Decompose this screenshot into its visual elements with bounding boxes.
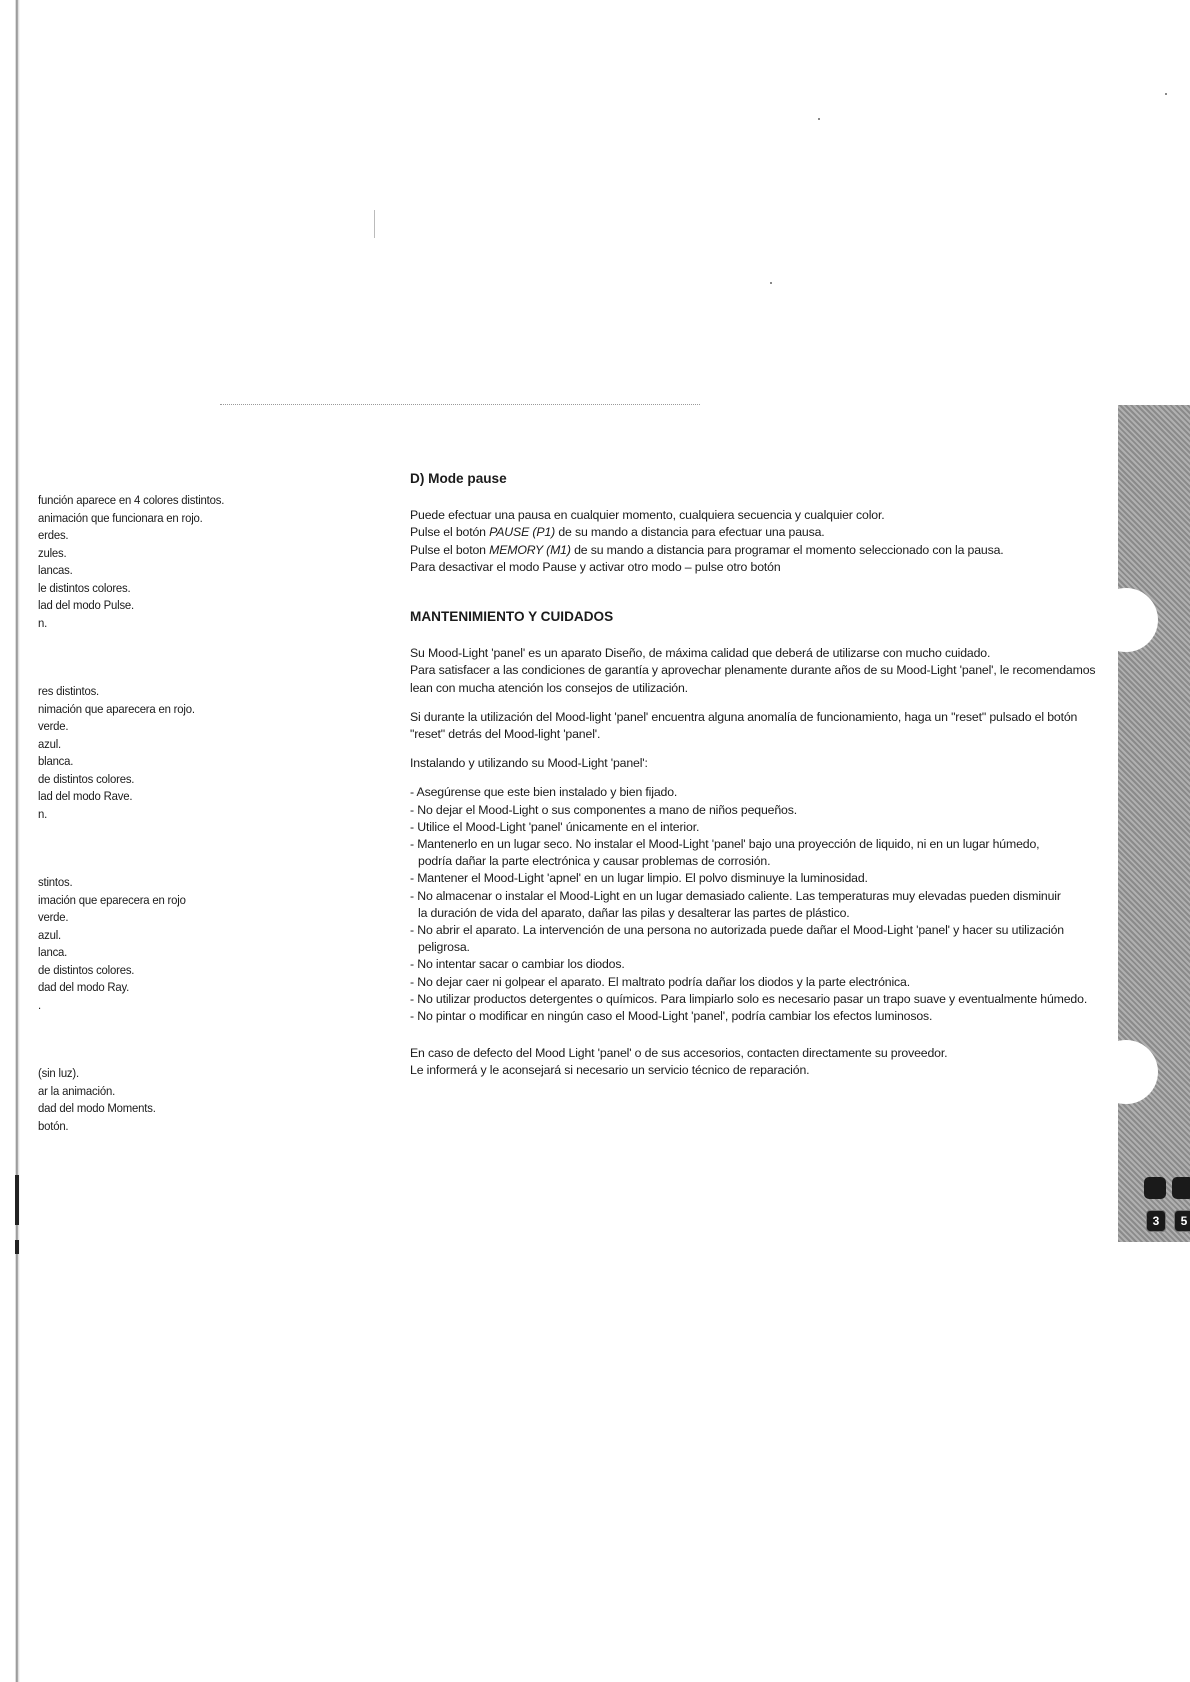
text-line: zules. <box>38 545 67 560</box>
main-column <box>410 470 1120 1080</box>
text-line: erdes. <box>38 528 69 542</box>
text-line: de distintos colores. <box>38 962 135 977</box>
list-item: - Mantener el Mood-Light 'apnel' en un lugar limpio. El polvo disminuye la luminosidad. <box>410 871 868 886</box>
list-item: - No abrir el aparato. La intervención de una persona no autorizada puede dañar el Mood-Light 'panel' y hacer su utilización <box>410 923 1064 938</box>
text-line: dad del modo Moments. <box>38 1101 156 1115</box>
list-item: - No pintar o modificar en ningún caso el Mood-Light 'panel', podría cambiar los efectos luminosos. <box>410 1009 933 1024</box>
left-group-moments <box>38 1065 317 1135</box>
text-line: stintos. <box>38 875 73 889</box>
scan-edge-mark <box>15 1175 19 1225</box>
left-group-pulse <box>38 492 317 632</box>
list-item-continuation: peligrosa. <box>418 940 470 955</box>
text-line: Pulse el boton MEMORY (M1) de su mando a distancia para programar el momento seleccionado con la pausa. <box>410 542 1004 557</box>
scan-speck <box>818 118 820 120</box>
text-line: azul. <box>38 736 62 751</box>
text-line: Pulse el botón PAUSE (P1) de su mando a distancia para efectuar una pausa. <box>410 525 825 540</box>
text-line: lad del modo Rave. <box>38 789 133 803</box>
reset-instructions <box>410 709 1120 743</box>
left-group-rave <box>38 683 317 823</box>
text-line: res distintos. <box>38 684 100 698</box>
text-line: azul. <box>38 927 62 942</box>
tab-marker <box>1172 1177 1190 1199</box>
text-line: animación que funcionara en rojo. <box>38 510 203 525</box>
page-number-left: 3 <box>1146 1210 1166 1232</box>
text-line: Para satisfacer a las condiciones de garantía y aprovechar plenamente durante años de su Mood-Light 'panel', le recomendamos <box>410 663 1096 678</box>
section-heading-mode-pause: D) Mode pause <box>410 471 507 486</box>
text-line: n. <box>38 806 48 821</box>
text-line: (sin luz). <box>38 1066 79 1080</box>
list-item: - Utilice el Mood-Light 'panel' únicamente en el interior. <box>410 819 700 834</box>
list-item-continuation: podría dañar la parte electrónica y causar problemas de corrosión. <box>418 854 771 869</box>
text-line: ar la animación. <box>38 1083 116 1098</box>
left-group-ray <box>38 874 317 1014</box>
maintenance-intro <box>410 645 1120 697</box>
scan-left-edge <box>0 0 22 1682</box>
text-line: función aparece en 4 colores distintos. <box>38 493 225 507</box>
list-item: - No almacenar o instalar el Mood-Light en un lugar demasiado caliente. Las temperaturas muy elevadas pueden disminuir <box>410 888 1061 903</box>
text-line: lad del modo Pulse. <box>38 598 135 612</box>
list-item: - Mantenerlo en un lugar seco. No instalar el Mood-Light 'panel' bajo una proyección de liquido, ni en un lugar húmedo, <box>410 837 1040 852</box>
text-line: verde. <box>38 719 69 733</box>
usage-list <box>410 784 1120 1025</box>
mode-pause-text <box>410 507 1120 576</box>
list-item-continuation: la duración de vida del aparato, dañar las pilas y desalterar las partes de plástico. <box>418 905 850 920</box>
page-number-right: 5 <box>1174 1210 1190 1232</box>
text-line: blanca. <box>38 754 74 768</box>
scan-edge-mark <box>15 1240 19 1254</box>
text-line: verde. <box>38 910 69 924</box>
text-line: Su Mood-Light 'panel' es un aparato Diseño, de máxima calidad que deberá de utilizarse con mucho cuidado. <box>410 646 991 661</box>
text-line: de distintos colores. <box>38 771 135 786</box>
text-line: lanca. <box>38 945 68 959</box>
defect-contact <box>410 1045 1120 1079</box>
text-line: . <box>38 997 41 1012</box>
text-line: En caso de defecto del Mood Light 'panel' o de sus accesorios, contacten directamente su proveedor. <box>410 1046 948 1061</box>
list-item: - No utilizar productos detergentes o químicos. Para limpiarlo solo es necesario pasar un trapo suave y eventualmente húmedo. <box>410 991 1088 1006</box>
text-line: lancas. <box>38 563 73 577</box>
list-item: - No intentar sacar o cambiar los diodos. <box>410 957 625 972</box>
text-line: imación que eparecera en rojo <box>38 892 186 907</box>
text-line: le distintos colores. <box>38 580 131 595</box>
text-line: Si durante la utilización del Mood-light 'panel' encuentra alguna anomalía de funcionamiento, haga un "reset" pulsado el botón <box>410 709 1078 724</box>
section-heading-maintenance: MANTENIMIENTO Y CUIDADOS <box>410 609 614 625</box>
text-line: lean con mucha atención los consejos de utilización. <box>410 680 688 695</box>
text-line: nimación que aparecera en rojo. <box>38 701 195 716</box>
text-line: n. <box>38 615 48 630</box>
scan-speck <box>1165 93 1167 95</box>
scan-speck <box>374 210 375 238</box>
text-line: botón. <box>38 1118 69 1133</box>
button-ref-pause: PAUSE (P1) <box>489 525 556 540</box>
text-line: Para desactivar el modo Pause y activar otro modo – pulse otro botón <box>410 559 781 574</box>
list-item: - No dejar caer ni golpear el aparato. El maltrato podría dañar los diodos y la parte electrónica. <box>410 974 911 989</box>
button-ref-memory: MEMORY (M1) <box>489 542 571 557</box>
list-item: - No dejar el Mood-Light o sus componentes a mano de niños pequeños. <box>410 802 797 817</box>
scan-speck <box>770 282 772 284</box>
text-line: "reset" detrás del Mood-light 'panel'. <box>410 727 601 742</box>
text-line: Puede efectuar una pausa en cualquier momento, cualquiera secuencia y cualquier color. <box>410 508 885 523</box>
page-edge-tab <box>1118 405 1190 1242</box>
usage-intro: Instalando y utilizando su Mood-Light 'panel': <box>410 756 648 771</box>
text-line: Le informerá y le aconsejará si necesario un servicio técnico de reparación. <box>410 1063 810 1078</box>
tab-marker <box>1144 1177 1166 1199</box>
list-item: - Asegúrense que este bien instalado y bien fijado. <box>410 785 678 800</box>
scan-dotted-line <box>220 404 700 405</box>
text-line: dad del modo Ray. <box>38 980 130 994</box>
